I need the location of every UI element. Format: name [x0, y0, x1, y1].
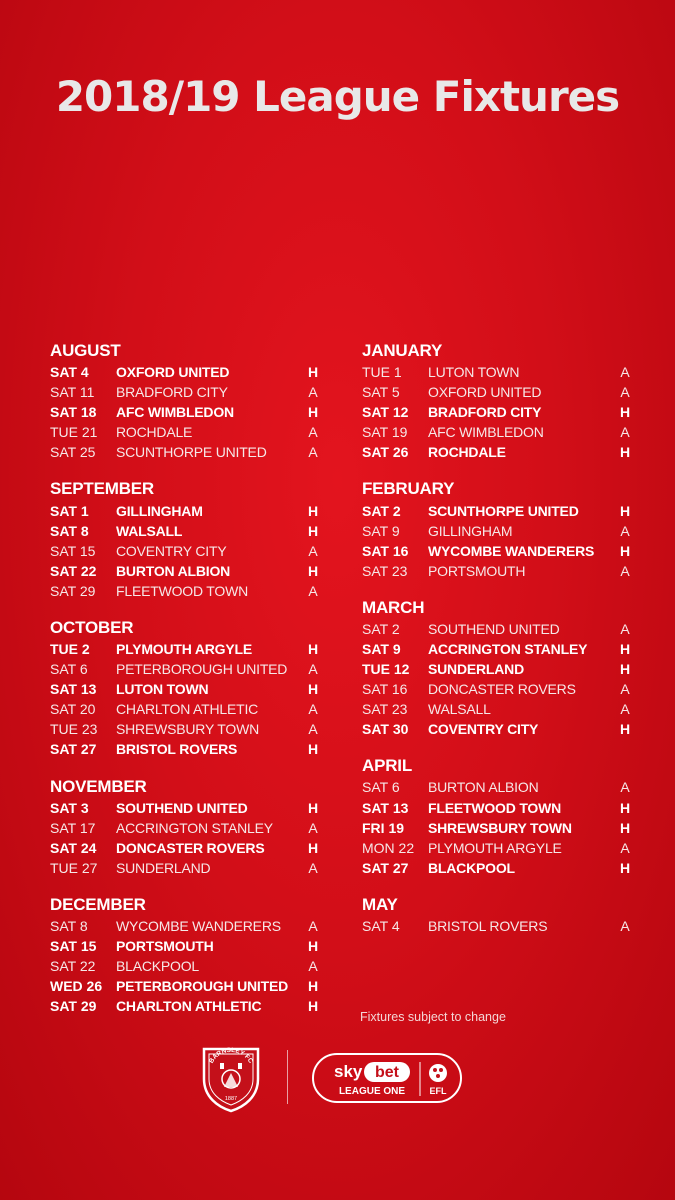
fixture-row — [50, 541, 320, 561]
fixture-row — [50, 858, 320, 878]
fixture-row — [50, 500, 320, 520]
fixture-date: SAT 6 — [362, 779, 400, 796]
fixture-opponent: ACCRINGTON STANLEY — [116, 819, 273, 836]
fixture-opponent: WYCOMBE WANDERERS — [428, 542, 595, 559]
fixture-date: TUE 27 — [50, 859, 98, 876]
fixture-row — [362, 619, 632, 639]
fixture-venue: A — [620, 620, 630, 637]
fixture-date: SAT 22 — [50, 958, 96, 975]
fixture-row — [362, 699, 632, 719]
fixture-venue: A — [620, 364, 630, 381]
fixture-date: TUE 12 — [362, 661, 410, 678]
month-block-november — [50, 776, 320, 878]
fixture-date: SAT 1 — [50, 502, 89, 519]
fixture-date: SAT 2 — [362, 502, 401, 519]
fixture-opponent: CHARLTON ATHLETIC — [116, 998, 262, 1015]
crest-text: BARNSLEY FC — [207, 1046, 255, 1065]
fixture-row — [50, 382, 320, 402]
fixture-opponent: BLACKPOOL — [116, 958, 200, 975]
fixture-venue: H — [619, 859, 631, 876]
fixtures-column-left — [50, 340, 320, 1032]
month-heading: SEPTEMBER — [50, 479, 154, 499]
fixture-row — [50, 798, 320, 818]
fixture-venue: H — [619, 542, 631, 559]
fixture-row — [362, 402, 632, 422]
fixture-opponent: ROCHDALE — [428, 444, 506, 461]
fixture-venue: A — [620, 522, 630, 539]
sponsor-sky-text: sky — [334, 1062, 363, 1081]
fixture-date: SAT 27 — [362, 859, 409, 876]
crest-year: 1887 — [224, 1096, 238, 1102]
fixture-date: SAT 13 — [362, 799, 409, 816]
sky-bet-league-one-efl-logo — [312, 1052, 462, 1104]
fixture-date: SAT 18 — [50, 404, 97, 421]
month-block-may — [362, 894, 632, 936]
fixture-row — [50, 996, 320, 1016]
fixture-venue: A — [308, 542, 318, 559]
fixture-venue: H — [307, 998, 319, 1015]
fixture-row — [362, 541, 632, 561]
fixture-row — [50, 719, 320, 739]
fixture-date: FRI 19 — [362, 819, 405, 836]
fixture-venue: A — [620, 839, 630, 856]
fixture-venue: H — [307, 364, 319, 381]
fixture-opponent: OXFORD UNITED — [428, 384, 542, 401]
fixture-row — [50, 402, 320, 422]
fixture-opponent: SUNDERLAND — [116, 859, 211, 876]
fixture-venue: H — [619, 502, 631, 519]
fixture-row — [362, 500, 632, 520]
fixtures-note: Fixtures subject to change — [360, 1010, 506, 1024]
fixture-opponent: BRISTOL ROVERS — [116, 741, 238, 758]
fixture-venue: A — [308, 859, 318, 876]
fixture-venue: A — [620, 681, 630, 698]
fixture-venue: H — [307, 681, 319, 698]
fixture-opponent: AFC WIMBLEDON — [116, 404, 234, 421]
fixture-opponent: WALSALL — [116, 522, 183, 539]
fixture-date: SAT 30 — [362, 721, 409, 738]
fixture-row — [50, 442, 320, 462]
fixture-opponent: ACCRINGTON STANLEY — [428, 640, 588, 657]
sponsor-efl-text: EFL — [429, 1086, 447, 1096]
fixture-opponent: BRADFORD CITY — [116, 384, 228, 401]
fixture-date: SAT 13 — [50, 681, 97, 698]
fixture-opponent: WYCOMBE WANDERERS — [116, 917, 281, 934]
fixture-date: SAT 19 — [362, 424, 408, 441]
fixture-date: SAT 22 — [50, 562, 97, 579]
fixture-row — [50, 679, 320, 699]
fixture-date: WED 26 — [50, 978, 103, 995]
fixture-row — [362, 422, 632, 442]
fixture-row — [362, 521, 632, 541]
fixture-venue: H — [619, 819, 631, 836]
fixture-venue: H — [619, 404, 631, 421]
fixture-row — [362, 916, 632, 936]
fixture-date: SAT 29 — [50, 582, 96, 599]
month-heading: DECEMBER — [50, 894, 146, 914]
fixture-opponent: COVENTRY CITY — [428, 721, 539, 738]
fixture-venue: A — [308, 384, 318, 401]
fixture-venue: H — [307, 640, 319, 657]
fixture-row — [362, 777, 632, 797]
fixture-date: SAT 26 — [362, 444, 409, 461]
fixture-row — [50, 362, 320, 382]
fixture-opponent: LUTON TOWN — [428, 364, 520, 381]
month-heading: FEBRUARY — [362, 479, 455, 499]
fixture-row — [362, 639, 632, 659]
fixture-row — [50, 976, 320, 996]
fixture-opponent: SUNDERLAND — [428, 661, 525, 678]
fixture-venue: A — [308, 721, 318, 738]
fixture-date: SAT 12 — [362, 404, 409, 421]
fixture-opponent: FLEETWOOD TOWN — [116, 582, 249, 599]
fixture-row — [50, 659, 320, 679]
fixture-date: TUE 23 — [50, 721, 98, 738]
fixture-venue: H — [307, 799, 319, 816]
fixture-opponent: BURTON ALBION — [428, 779, 539, 796]
fixture-row — [50, 699, 320, 719]
fixture-opponent: PORTSMOUTH — [116, 938, 214, 955]
fixture-row — [50, 581, 320, 601]
fixture-opponent: LUTON TOWN — [116, 681, 209, 698]
barnsley-fc-crest-icon — [200, 1043, 262, 1113]
month-heading: JANUARY — [362, 341, 443, 360]
fixture-opponent: ROCHDALE — [116, 424, 193, 441]
fixture-venue: A — [620, 779, 630, 796]
fixture-opponent: BLACKPOOL — [428, 859, 515, 876]
fixture-venue: A — [308, 424, 318, 441]
fixture-venue: H — [307, 562, 319, 579]
fixture-row — [50, 521, 320, 541]
fixture-opponent: OXFORD UNITED — [116, 364, 230, 381]
fixture-opponent: DONCASTER ROVERS — [116, 839, 265, 856]
fixtures-column-right — [362, 340, 632, 952]
fixture-date: TUE 21 — [50, 424, 98, 441]
fixture-opponent: SCUNTHORPE UNITED — [116, 444, 267, 461]
month-block-september — [50, 478, 320, 600]
fixture-date: SAT 29 — [50, 998, 97, 1015]
fixture-venue: H — [619, 444, 631, 461]
fixture-row — [50, 422, 320, 442]
month-heading: OCTOBER — [50, 617, 134, 637]
fixture-date: TUE 1 — [362, 364, 402, 381]
fixture-date: SAT 17 — [50, 819, 96, 836]
fixture-opponent: BRISTOL ROVERS — [428, 917, 548, 934]
fixture-date: SAT 9 — [362, 522, 400, 539]
month-heading: MARCH — [362, 597, 425, 617]
fixture-venue: H — [619, 721, 631, 738]
fixture-opponent: PORTSMOUTH — [428, 562, 526, 579]
fixture-venue: A — [620, 384, 630, 401]
fixture-opponent: CHARLTON ATHLETIC — [116, 701, 259, 718]
fixture-date: SAT 15 — [50, 542, 96, 559]
fixture-venue: H — [307, 522, 319, 539]
fixture-venue: A — [620, 701, 630, 718]
fixture-venue: A — [620, 562, 630, 579]
fixture-venue: H — [307, 938, 319, 955]
fixture-date: SAT 23 — [362, 562, 408, 579]
fixture-row — [362, 798, 632, 818]
fixture-venue: H — [307, 502, 319, 519]
fixture-row — [362, 719, 632, 739]
fixture-opponent: PETERBOROUGH UNITED — [116, 661, 288, 678]
fixture-row — [362, 858, 632, 878]
fixture-opponent: BRADFORD CITY — [428, 404, 542, 421]
logo-divider — [287, 1050, 288, 1104]
fixture-venue: A — [308, 661, 318, 678]
fixture-opponent: PLYMOUTH ARGYLE — [116, 640, 252, 657]
fixture-venue: A — [308, 958, 318, 975]
fixture-opponent: COVENTRY CITY — [116, 542, 227, 559]
fixture-opponent: SOUTHEND UNITED — [428, 620, 560, 637]
fixture-date: SAT 27 — [50, 741, 97, 758]
fixture-row — [50, 838, 320, 858]
fixture-opponent: SHREWSBURY TOWN — [116, 721, 259, 738]
fixture-row — [362, 659, 632, 679]
fixture-date: SAT 20 — [50, 701, 96, 718]
fixture-date: SAT 23 — [362, 701, 408, 718]
fixture-opponent: PLYMOUTH ARGYLE — [428, 839, 562, 856]
fixture-date: MON 22 — [362, 839, 415, 856]
fixture-row — [362, 838, 632, 858]
page-title: 2018/19 League Fixtures — [55, 72, 620, 121]
sponsor-bet-text: bet — [375, 1064, 399, 1081]
fixture-opponent: SCUNTHORPE UNITED — [428, 502, 579, 519]
fixture-row — [362, 382, 632, 402]
fixture-row — [362, 561, 632, 581]
month-block-january — [362, 340, 632, 462]
fixture-opponent: DONCASTER ROVERS — [428, 681, 576, 698]
fixture-venue: A — [308, 819, 318, 836]
fixture-date: SAT 16 — [362, 681, 408, 698]
month-block-august — [50, 340, 320, 462]
fixture-row — [50, 936, 320, 956]
fixture-date: SAT 8 — [50, 917, 88, 934]
fixture-date: SAT 16 — [362, 542, 409, 559]
fixture-row — [362, 442, 632, 462]
fixture-date: SAT 9 — [362, 640, 401, 657]
month-block-october — [50, 617, 320, 760]
fixture-date: SAT 25 — [50, 444, 96, 461]
month-heading: APRIL — [362, 756, 413, 776]
fixture-date: SAT 24 — [50, 839, 97, 856]
fixture-date: SAT 15 — [50, 938, 97, 955]
fixture-venue: H — [619, 640, 631, 657]
fixture-row — [50, 956, 320, 976]
month-block-april — [362, 755, 632, 877]
fixture-row — [362, 818, 632, 838]
fixture-opponent: SHREWSBURY TOWN — [428, 819, 572, 836]
fixture-date: TUE 2 — [50, 640, 90, 657]
fixture-row — [50, 916, 320, 936]
fixture-venue: A — [620, 917, 630, 934]
fixture-date: SAT 2 — [362, 620, 400, 637]
fixture-row — [50, 818, 320, 838]
fixture-venue: H — [619, 799, 631, 816]
fixture-venue: A — [308, 582, 318, 599]
fixture-opponent: WALSALL — [428, 701, 491, 718]
month-block-february — [362, 478, 632, 580]
fixture-opponent: GILLINGHAM — [428, 522, 513, 539]
month-heading: NOVEMBER — [50, 776, 147, 796]
fixture-row — [50, 561, 320, 581]
fixture-opponent: PETERBOROUGH UNITED — [116, 978, 288, 995]
fixture-venue: H — [307, 978, 319, 995]
fixture-venue: A — [308, 701, 318, 718]
fixture-date: SAT 5 — [362, 384, 400, 401]
fixture-row — [362, 362, 632, 382]
fixture-opponent: SOUTHEND UNITED — [116, 799, 248, 816]
fixture-venue: A — [308, 444, 318, 461]
fixture-venue: H — [307, 404, 319, 421]
fixture-venue: H — [307, 839, 319, 856]
fixture-date: SAT 11 — [50, 384, 95, 401]
month-heading: MAY — [362, 894, 398, 914]
fixture-date: SAT 3 — [50, 799, 89, 816]
fixture-venue: A — [620, 424, 630, 441]
fixture-date: SAT 4 — [50, 364, 89, 381]
fixture-venue: A — [308, 917, 318, 934]
sponsor-league-text: LEAGUE ONE — [338, 1086, 406, 1097]
fixture-date: SAT 4 — [362, 917, 400, 934]
fixture-date: SAT 8 — [50, 522, 89, 539]
fixture-date: SAT 6 — [50, 661, 88, 678]
fixture-opponent: FLEETWOOD TOWN — [428, 799, 562, 816]
fixture-opponent: AFC WIMBLEDON — [428, 424, 544, 441]
fixture-opponent: BURTON ALBION — [116, 562, 231, 579]
month-block-march — [362, 597, 632, 740]
fixture-row — [50, 639, 320, 659]
month-block-december — [50, 894, 320, 1016]
fixture-opponent: GILLINGHAM — [116, 502, 203, 519]
fixture-venue: H — [307, 741, 319, 758]
fixture-venue: H — [619, 661, 631, 678]
month-heading: AUGUST — [50, 341, 121, 360]
fixture-row — [362, 679, 632, 699]
fixture-row — [50, 739, 320, 759]
